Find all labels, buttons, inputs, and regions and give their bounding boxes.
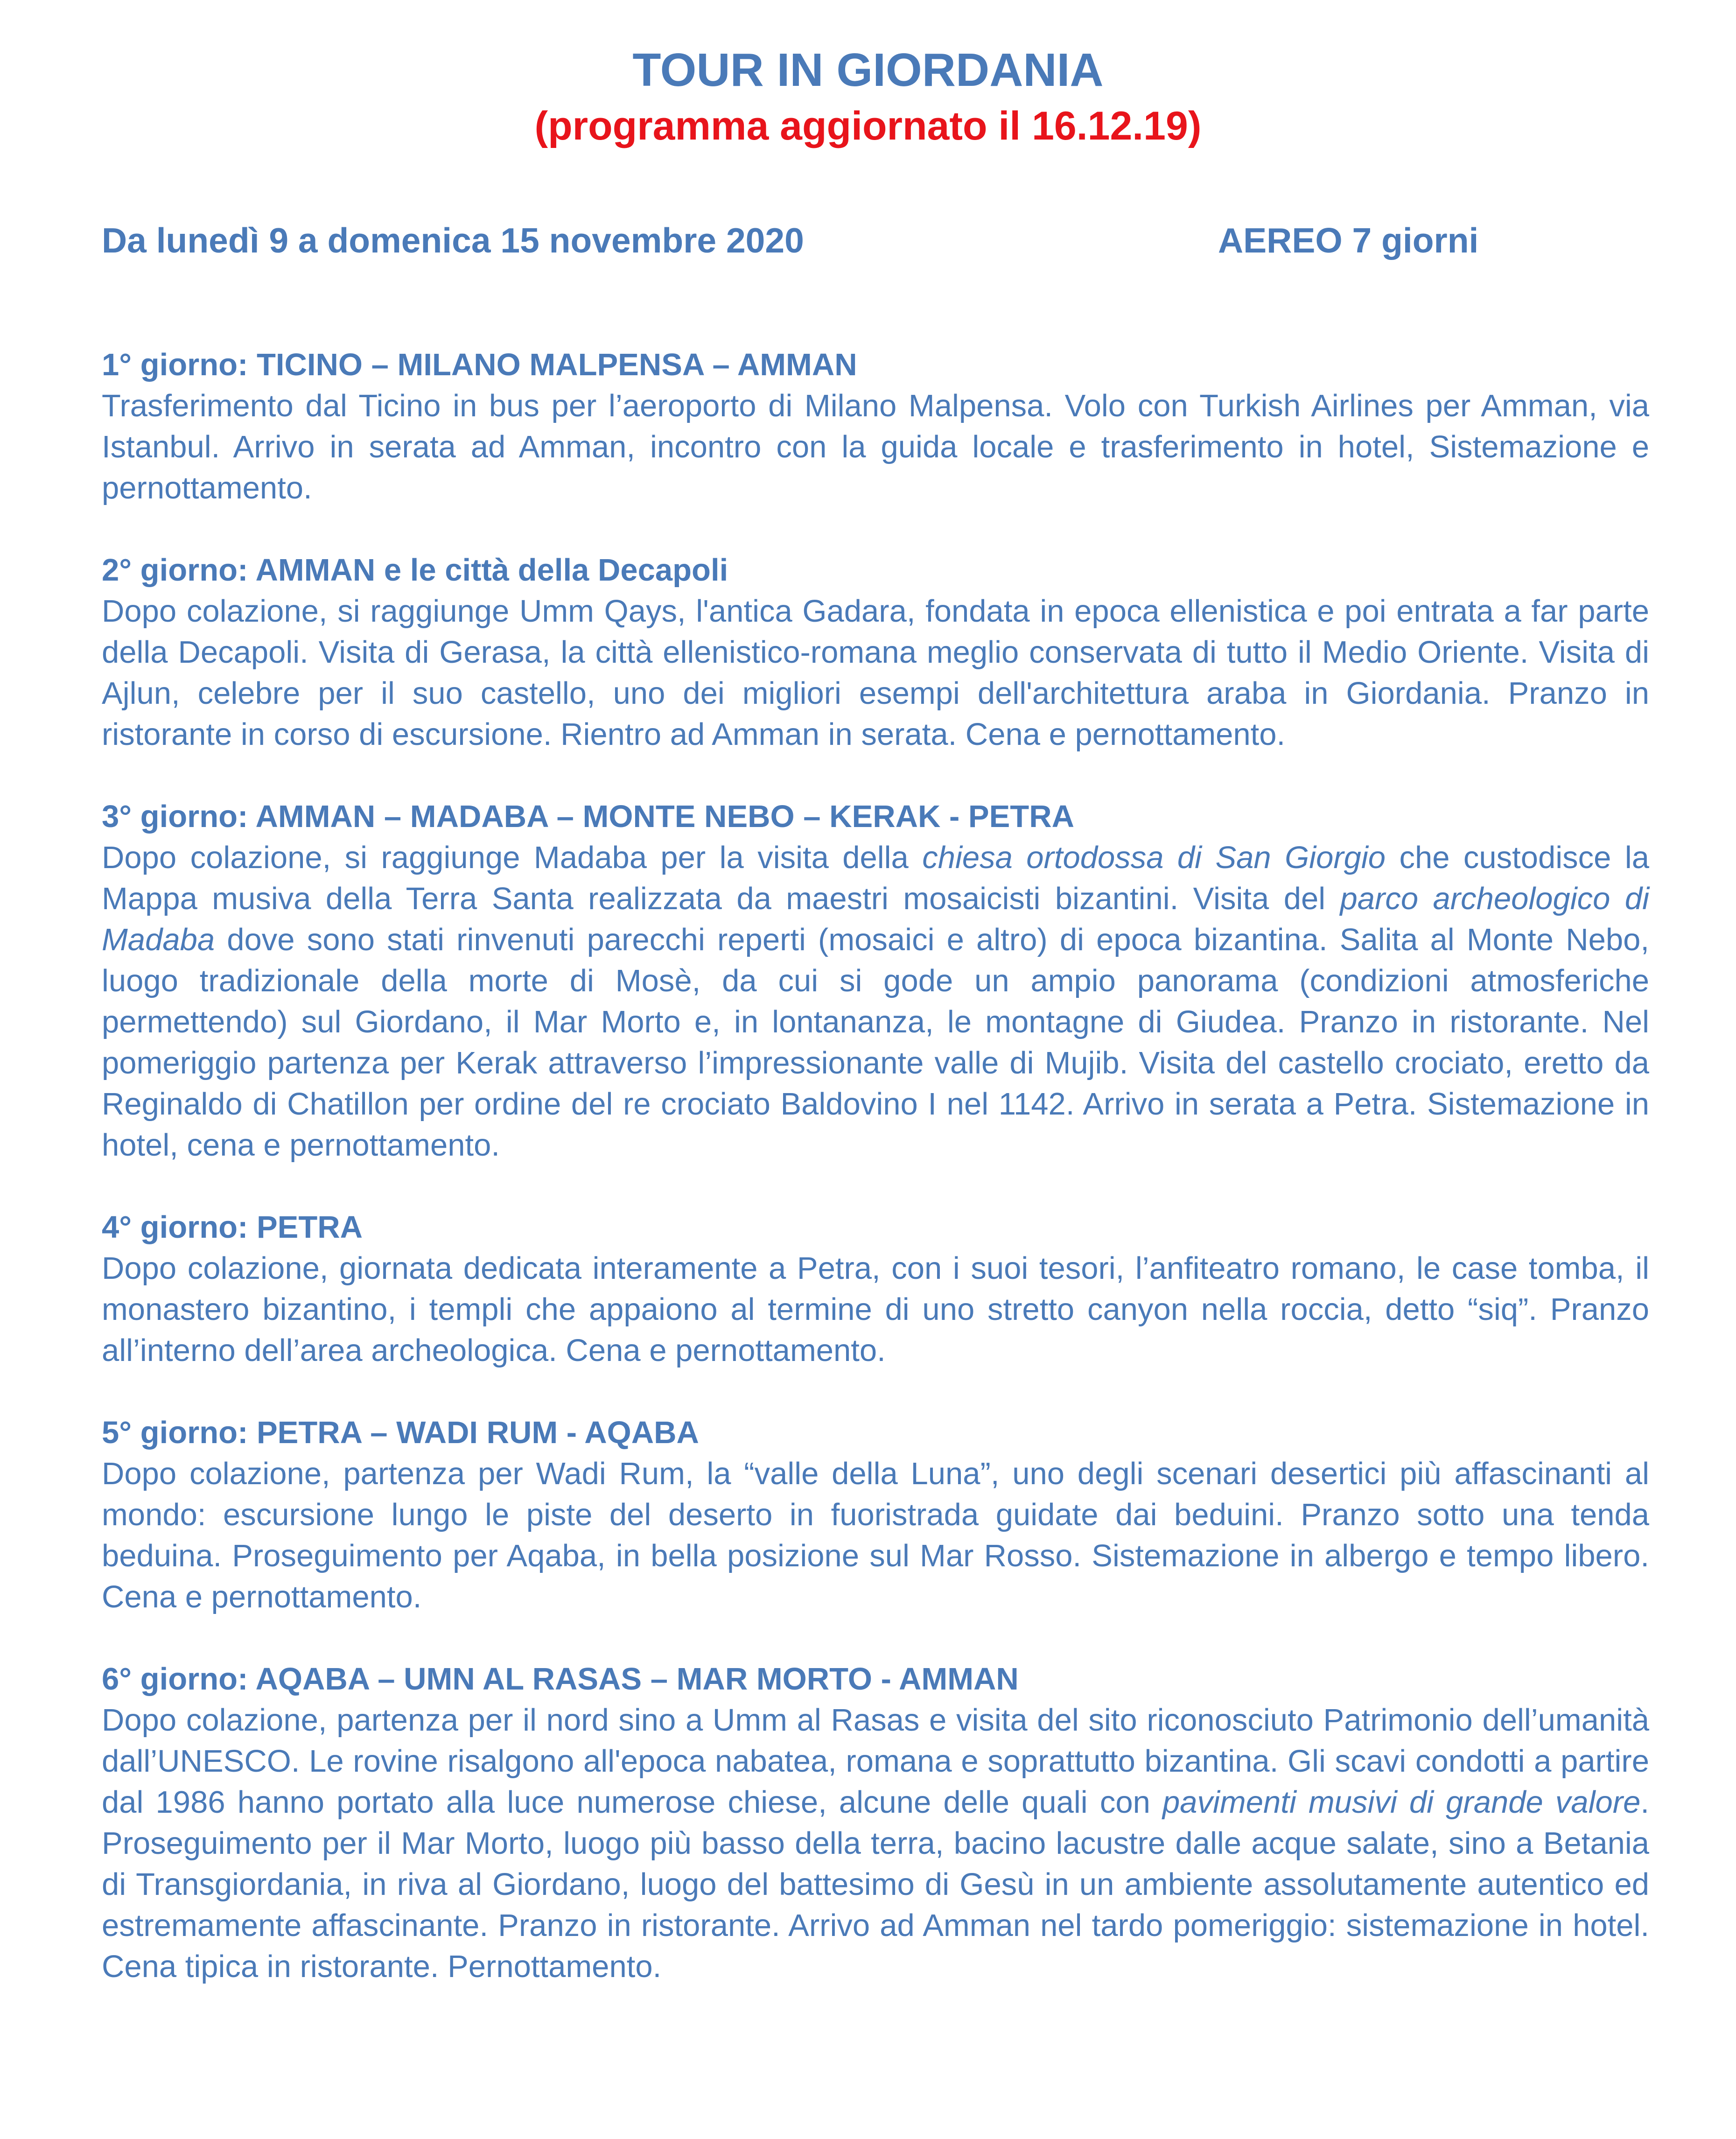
day-heading: 6° giorno: AQABA – UMN AL RASAS – MAR MORTO - AMMAN (102, 1662, 1019, 1697)
tour-transport: AEREO 7 giorni (1218, 221, 1479, 260)
day-description (102, 837, 1649, 1166)
day-block (102, 796, 1649, 1166)
text-segment: Trasferimento dal Ticino in bus per l’aeroporto di Milano Malpensa. Volo con Turkish Airlines per Amman, via Istanbul. Arrivo in serata ad Amman, incontro con la guida locale e trasferimento in hotel, Sistemazione e pernottamento. (102, 388, 1649, 505)
italic-text: pavimenti musivi di grande valore (1162, 1785, 1641, 1820)
day-block (102, 1659, 1649, 1987)
text-segment: . Proseguimento per il Mar Morto, luogo più basso della terra, bacino lacustre dalle acque salate, sino a Betania di Transgiordania, in riva al Giordano, luogo del battesimo di Gesù in un ambiente assolutamente autentico ed estremamente affascinante. Pranzo in ristorante. Arrivo ad Amman nel tardo pomeriggio: sistemazione in hotel. Cena tipica in ristorante. Pernottamento. (102, 1785, 1649, 1984)
text-segment: Dopo colazione, si raggiunge Madaba per la visita della (102, 840, 923, 875)
document-title: TOUR IN GIORDANIA (632, 44, 1104, 96)
day-description (102, 1700, 1649, 1987)
text-segment: dove sono stati rinvenuti parecchi reperti (mosaici e altro) di epoca bizantina. Salita al Monte Nebo, luogo tradizionale della morte di Mosè, da cui si gode un ampio panorama (condizioni atmosferiche permettendo) sul Giordano, il Mar Morto e, in lontananza, le montagne di Giudea. Pranzo in ristorante. Nel pomeriggio partenza per Kerak attraverso l’impressionante valle di Mujib. Visita del castello crociato, eretto da Reginaldo di Chatillon per ordine del re crociato Baldovino I nel 1142. Arrivo in serata a Petra. Sistemazione in hotel, cena e pernottamento. (102, 922, 1649, 1163)
text-segment: Dopo colazione, giornata dedicata interamente a Petra, con i suoi tesori, l’anfiteatro romano, le case tomba, il monastero bizantino, i templi che appaiono al termine di uno stretto canyon nella roccia, detto “siq”. Pranzo all’interno dell’area archeologica. Cena e pernottamento. (102, 1251, 1649, 1368)
day-block (102, 344, 1649, 509)
day-heading: 5° giorno: PETRA – WADI RUM - AQABA (102, 1415, 699, 1450)
day-heading: 4° giorno: PETRA (102, 1210, 363, 1245)
itinerary (102, 344, 1649, 1987)
day-description (102, 386, 1649, 509)
day-block (102, 550, 1649, 755)
day-description (102, 1248, 1649, 1371)
document-subtitle: (programma aggiornato il 16.12.19) (534, 104, 1202, 148)
tour-dates: Da lunedì 9 a domenica 15 novembre 2020 (102, 221, 804, 260)
day-description (102, 591, 1649, 755)
day-heading: 1° giorno: TICINO – MILANO MALPENSA – AMMAN (102, 347, 857, 382)
text-segment: che custodisce la Mappa musiva della Terra Santa realizzata da maestri mosaicisti bizantini. Visita del (102, 840, 1649, 916)
italic-text: parco archeologico di Madaba (102, 881, 1649, 957)
text-segment: Dopo colazione, partenza per il nord sino a Umm al Rasas e visita del sito riconosciuto Patrimonio dell’umanità dall’UNESCO. Le rovine risalgono all'epoca nabatea, romana e soprattutto bizantina. Gli scavi condotti a partire dal 1986 hanno portato alla luce numerose chiese, alcune delle quali con (102, 1703, 1649, 1820)
text-segment: Dopo colazione, partenza per Wadi Rum, la “valle della Luna”, uno degli scenari desertici più affascinanti al mondo: escursione lungo le piste del deserto in fuoristrada guidate dai beduini. Pranzo sotto una tenda beduina. Proseguimento per Aqaba, in bella posizione sul Mar Rosso. Sistemazione in albergo e tempo libero. Cena e pernottamento. (102, 1456, 1649, 1614)
day-block (102, 1207, 1649, 1371)
day-block (102, 1412, 1649, 1618)
italic-text: chiesa ortodossa di San Giorgio (922, 840, 1386, 875)
day-heading: 2° giorno: AMMAN e le città della Decapoli (102, 553, 728, 588)
text-segment: Dopo colazione, si raggiunge Umm Qays, l'antica Gadara, fondata in epoca ellenistica e poi entrata a far parte della Decapoli. Visita di Gerasa, la città ellenistico-romana meglio conservata di tutto il Medio Oriente. Visita di Ajlun, celebre per il suo castello, uno dei migliori esempi dell'architettura araba in Giordania. Pranzo in ristorante in corso di escursione. Rientro ad Amman in serata. Cena e pernottamento. (102, 594, 1649, 752)
day-description (102, 1453, 1649, 1618)
day-heading: 3° giorno: AMMAN – MADABA – MONTE NEBO – KERAK - PETRA (102, 799, 1074, 834)
